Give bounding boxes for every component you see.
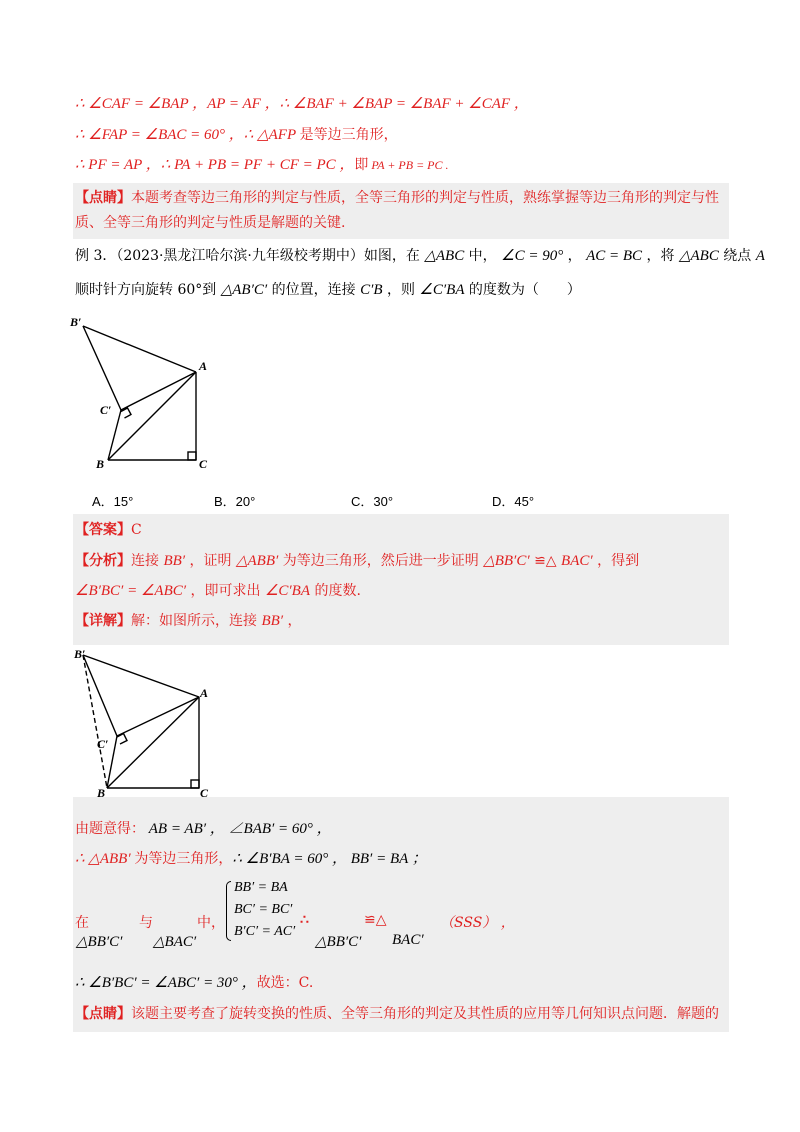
solution-l1-a: 由题意得： [75, 821, 145, 837]
example-l2-e: ，则 [382, 282, 420, 298]
solution-tri3: △BB′C′ [315, 934, 362, 950]
example-l1-h: △ABC [678, 248, 719, 264]
example-l1-b: △ABC [424, 248, 465, 264]
option-c: C．30° [351, 494, 394, 509]
analysis-t5: ，得到 [592, 553, 640, 569]
analysis-m3: △BB′C′ [483, 553, 530, 569]
solution-cong: ≌△ [364, 912, 387, 928]
solution-line-1 [75, 819, 332, 839]
solution-final [75, 973, 313, 993]
dianjing-1-label: 【点睛】 [75, 190, 131, 206]
edge2-b-a [107, 697, 199, 788]
geometry-figure-2-frame [73, 645, 210, 797]
dianjing-2-label: 【点睛】 [75, 1006, 131, 1022]
dianjing-1-text-1: 本题考查等边三角形的判定与性质，全等三角形的判定与性质，熟练掌握等边三角形的判定与性 [131, 190, 719, 206]
example-l2-g: 的度数为（ ） [464, 282, 581, 298]
dianjing-1-line-2 [75, 213, 345, 233]
geometry-figure-1 [60, 312, 230, 477]
label-a: A [199, 359, 208, 373]
analysis-t3: 为等边三角形，然后进一步证明 [278, 553, 484, 569]
right-angle-c [188, 452, 196, 460]
solution-yu: 与 [139, 915, 153, 931]
detail-t2: ， [283, 613, 302, 629]
example-l1-c: 中， [464, 248, 502, 264]
analysis-t1: 连接 [131, 553, 164, 569]
example-l2-d: C′B [360, 282, 383, 298]
solution-l2-a: ∴ △ABB′ [75, 851, 135, 867]
answer-block-white-gap [210, 645, 729, 797]
top-line-3-text: 即 [354, 157, 369, 173]
detail-t1: 解：如图所示，连接 [131, 613, 262, 629]
edge-c-prime-a [121, 372, 196, 410]
analysis-t2: ，证明 [185, 553, 236, 569]
right-angle2-c [191, 780, 199, 788]
example-l1-g: ，将 [642, 248, 679, 264]
top-line-1 [75, 94, 529, 114]
system-brace [226, 881, 231, 941]
dianjing-2-line [75, 1004, 719, 1024]
label2-c: C [200, 786, 209, 797]
detail-m1: BB′ [261, 613, 284, 629]
label-b-prime: B′ [70, 315, 82, 329]
example-line-2 [75, 280, 581, 300]
top-line-2-math: ∴ ∠FAP = ∠BAC = 60° ，∴ △AFP [75, 127, 300, 143]
example-l1-a: 例 3．（2023·黑龙江哈尔滨·九年级校考期中）如图，在 [75, 248, 425, 264]
solution-tri2: △BAC′ [153, 934, 197, 950]
analysis-t7: 的度数. [310, 583, 361, 599]
geometry-figure-2 [73, 645, 210, 797]
dianjing-2-text: 该题主要考查了旋转变换的性质、全等三角形的判定及其性质的应用等几何知识点问题．解题的 [131, 1006, 719, 1022]
example-l1-e: ， [563, 248, 587, 264]
analysis-m4: BAC′ [561, 553, 593, 569]
label2-b-prime: B′ [74, 647, 86, 661]
top-line-3-math-small: PA + PB = PC . [368, 158, 449, 172]
solution-therefore: ∴ [300, 912, 309, 928]
answer-label: 【答案】 [75, 522, 131, 538]
option-b: B．20° [214, 494, 256, 509]
edge2-b-b-prime-dashed [83, 655, 107, 788]
example-l1-j: A [755, 248, 765, 264]
system-eq1: BB′ = BA [234, 880, 288, 895]
label-c: C [199, 457, 208, 471]
example-l1-d: ∠C = 90° [501, 248, 564, 264]
detail-label: 【详解】 [75, 613, 131, 629]
solution-final-b: 故选：C. [256, 975, 314, 991]
system-eq2: BC′ = BC′ [234, 902, 293, 917]
analysis-t4: ≌△ [529, 553, 562, 569]
analysis-label: 【分析】 [75, 553, 131, 569]
top-line-3 [75, 155, 449, 175]
option-d: D．45° [492, 494, 535, 509]
top-line-2-text: 是等边三角形， [299, 127, 398, 143]
analysis-m6: ∠C′BA [264, 583, 310, 599]
analysis-t6: ，即可求出 [186, 583, 265, 599]
top-line-2 [75, 125, 398, 145]
dianjing-1-line-1 [75, 188, 719, 208]
solution-l1-b: AB = AB′ ， ∠BAB′ = 60° ， [145, 821, 332, 837]
label2-a: A [200, 686, 209, 700]
label-c-prime: C′ [100, 403, 112, 417]
edge2-b-prime-c-prime [83, 655, 117, 736]
analysis-line-1 [75, 551, 639, 571]
edge-c-prime-b [108, 410, 121, 460]
analysis-m1: BB′ [163, 553, 186, 569]
analysis-m5: ∠B′BC′ = ∠ABC′ [75, 583, 187, 599]
solution-l2-c: ∴ ∠B′BA = 60° ， BB′ = BA ； [232, 851, 427, 867]
answer-line [75, 520, 142, 540]
label2-b: B [97, 786, 106, 797]
label2-c-prime: C′ [97, 737, 109, 751]
analysis-line-2 [75, 581, 361, 601]
analysis-m2: △ABB′ [235, 553, 279, 569]
solution-final-a: ∴ ∠B′BC′ = ∠ABC′ = 30° ， [75, 975, 257, 991]
example-l2-c: 的位置，连接 [267, 282, 361, 298]
example-line-1 [75, 246, 765, 266]
solution-tri1: △BB′C′ [76, 934, 123, 950]
solution-zhong: 中， [197, 915, 225, 931]
answer-value: C [131, 522, 142, 538]
edge2-b-prime-a [83, 655, 199, 697]
edge-b-a [108, 372, 196, 460]
example-l2-f: ∠C′BA [419, 282, 465, 298]
example-l2-a: 顺时针方向旋转 60°到 [75, 282, 221, 298]
option-a: A．15° [92, 494, 134, 509]
example-l2-b: △AB′C′ [220, 282, 268, 298]
label-b: B [96, 457, 105, 471]
example-l1-f: AC = BC [586, 248, 643, 264]
solution-zai: 在 [75, 915, 89, 931]
system-eq3: B′C′ = AC′ [234, 924, 296, 939]
solution-tri4: BAC′ [392, 932, 424, 948]
solution-line-2 [75, 849, 427, 869]
edge2-c-prime-a [117, 697, 199, 736]
solution-sss: （SSS） ， [440, 915, 515, 931]
dianjing-1-text-2: 质、全等三角形的判定与性质是解题的关键. [75, 215, 346, 231]
example-l1-i: 绕点 [718, 248, 756, 264]
detail-line [75, 611, 302, 631]
top-line-3-math: ∴ PF = AP ，∴ PA + PB = PF + CF = PC ， [75, 157, 355, 173]
solution-l2-b: 为等边三角形， [134, 851, 233, 867]
top-line-1-text: ∴ ∠CAF = ∠BAP ，AP = AF ，∴ ∠BAF + ∠BAP = ∠BAF + ∠CAF ， [75, 96, 529, 112]
